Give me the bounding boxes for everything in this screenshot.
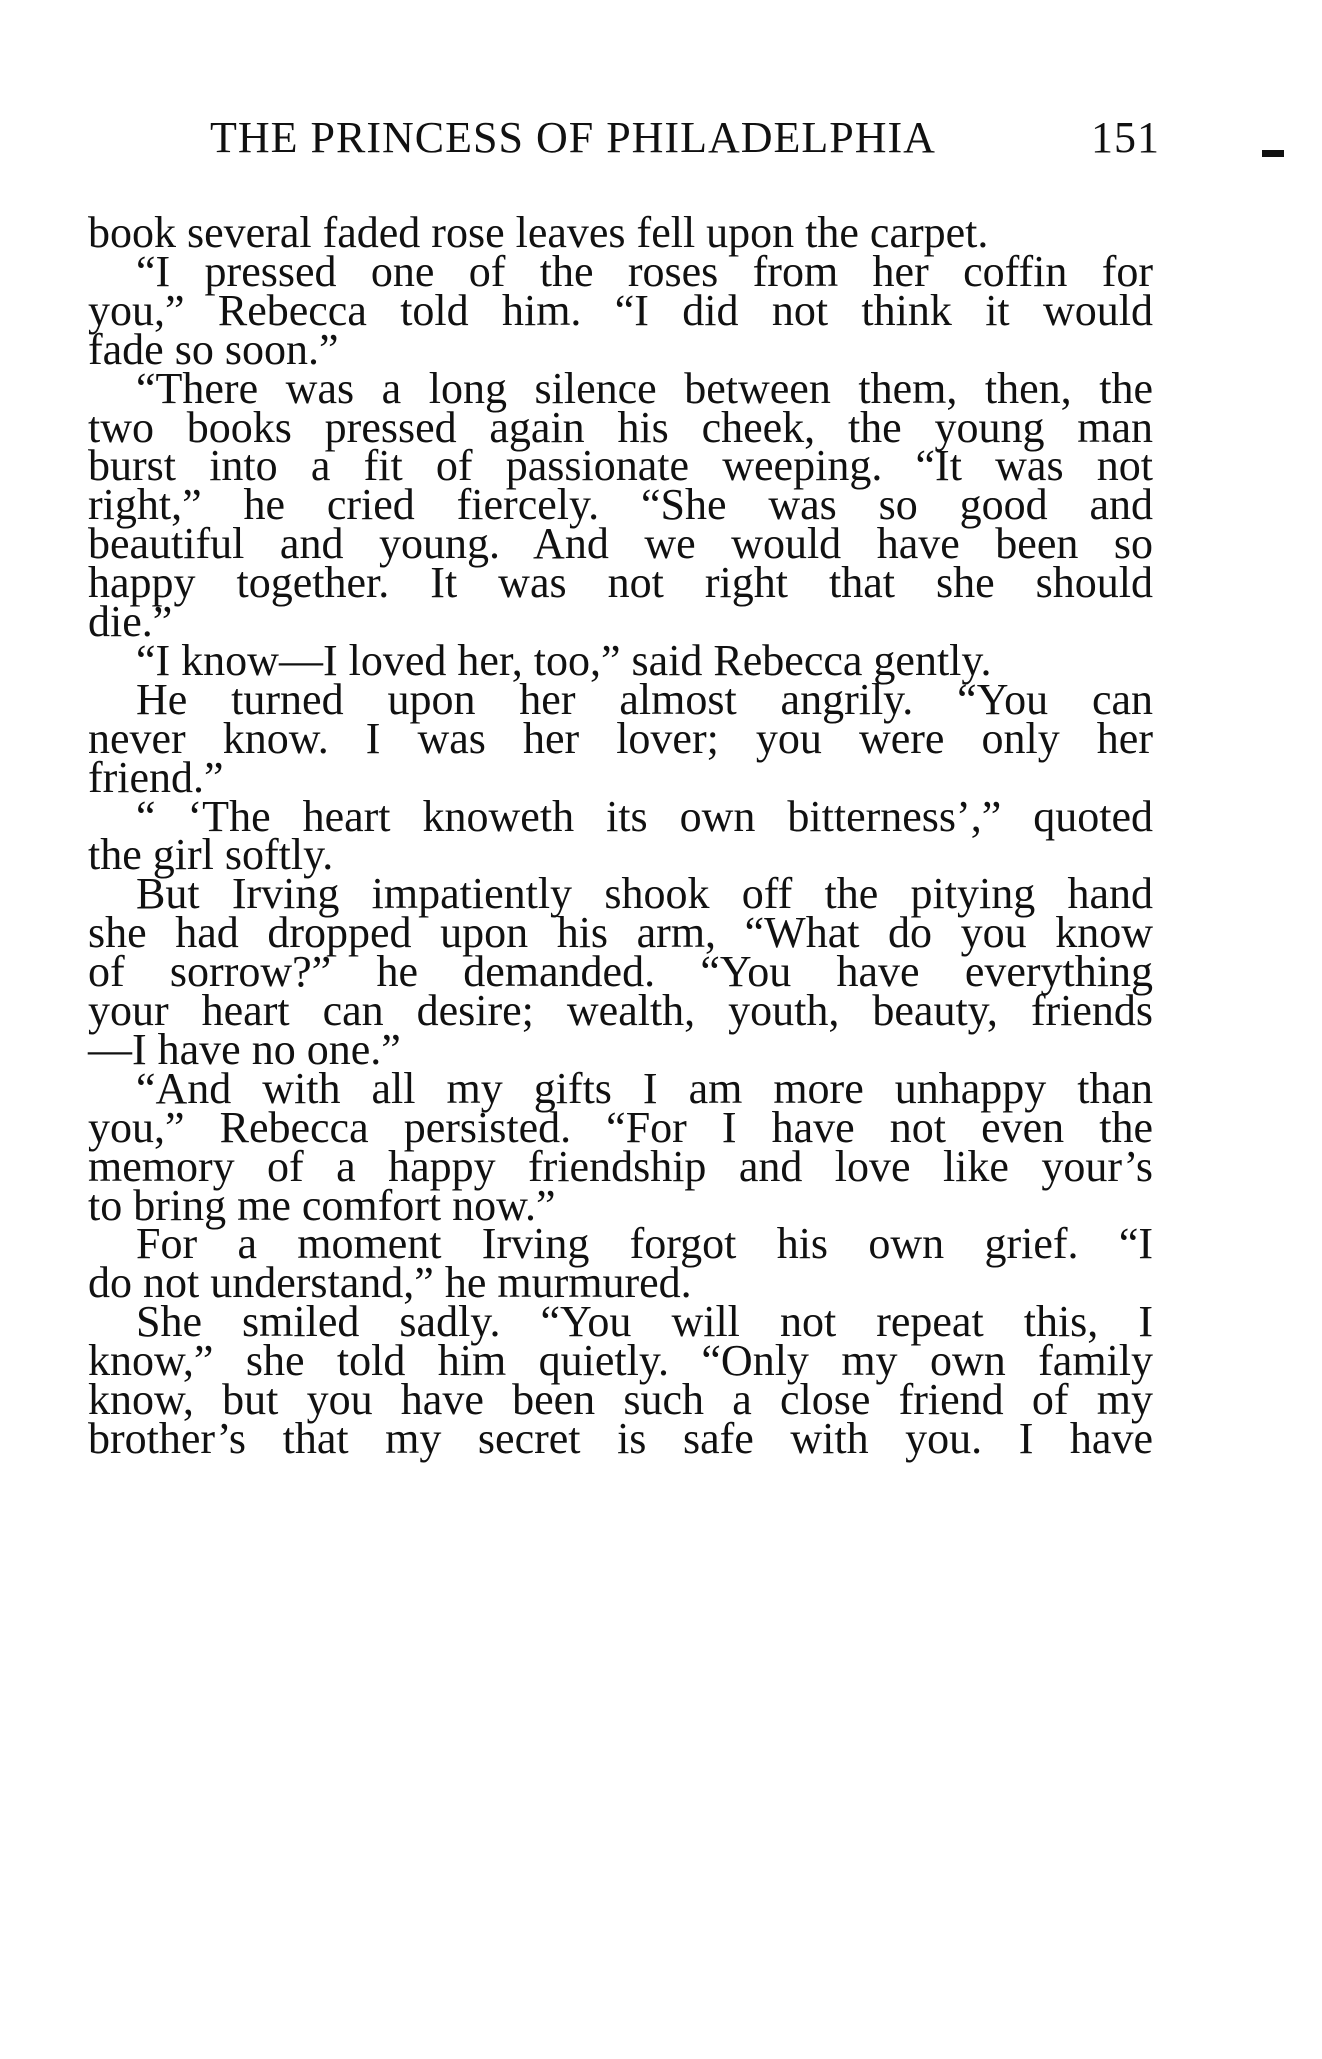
text-line: But Irving impatiently shook off the pitying hand <box>136 869 1153 919</box>
text-line: never know. I was her lover; you were only her <box>88 713 1153 763</box>
text-line: know,” she told him quietly. “Only my own family <box>88 1336 1153 1386</box>
text-line: you,” Rebecca persisted. “For I have not even the <box>88 1102 1153 1152</box>
text-line: “There was a long silence between them, then, the <box>136 363 1153 413</box>
text-line: brother’s that my secret is safe with you. I have <box>88 1413 1153 1463</box>
text-line: to bring me comfort now.” <box>88 1180 556 1230</box>
text-line: For a moment Irving forgot his own grief. “I <box>136 1219 1153 1269</box>
text-line: do not understand,” he murmured. <box>88 1258 692 1308</box>
text-line: right,” he cried fiercely. “She was so good and <box>88 480 1153 530</box>
text-line: book several faded rose leaves fell upon the carpet. <box>88 208 989 257</box>
text-line: you,” Rebecca told him. “I did not think it would <box>88 285 1153 335</box>
text-line: fade so soon.” <box>88 324 339 374</box>
text-line: die.” <box>88 597 173 646</box>
text-line: memory of a happy friendship and love like your’s <box>88 1141 1153 1191</box>
text-line: happy together. It was not right that she should <box>88 558 1153 608</box>
text-line: “ ‘The heart knoweth its own bitterness’,” quoted <box>136 791 1153 841</box>
text-line: “I know—I loved her, too,” said Rebecca gently. <box>136 635 992 685</box>
text-line: burst into a fit of passionate weeping. “It was not <box>88 441 1153 491</box>
text-line: “And with all my gifts I am more unhappy than <box>136 1063 1153 1113</box>
running-title: THE PRINCESS OF PHILADELPHIA <box>210 113 936 162</box>
text-line: your heart can desire; wealth, youth, beauty, friends <box>88 986 1153 1035</box>
text-line: the girl softly. <box>88 830 334 880</box>
text-line: beautiful and young. And we would have been so <box>88 519 1153 569</box>
text-line: of sorrow?” he demanded. “You have everything <box>88 947 1153 997</box>
text-line: know, but you have been such a close friend of my <box>88 1375 1153 1424</box>
page-header <box>210 112 1160 172</box>
text-line: “I pressed one of the roses from her coffin for <box>136 246 1153 296</box>
page-number: 151 <box>1091 113 1160 162</box>
margin-mark <box>1262 150 1284 157</box>
text-line: He turned upon her almost angrily. “You can <box>136 674 1153 724</box>
text-line: friend.” <box>88 752 224 802</box>
text-line: she had dropped upon his arm, “What do you know <box>88 908 1153 958</box>
text-line: She smiled sadly. “You will not repeat this, I <box>136 1297 1153 1347</box>
text-line: two books pressed again his cheek, the young man <box>88 402 1153 452</box>
text-line: —I have no one.” <box>88 1024 401 1074</box>
